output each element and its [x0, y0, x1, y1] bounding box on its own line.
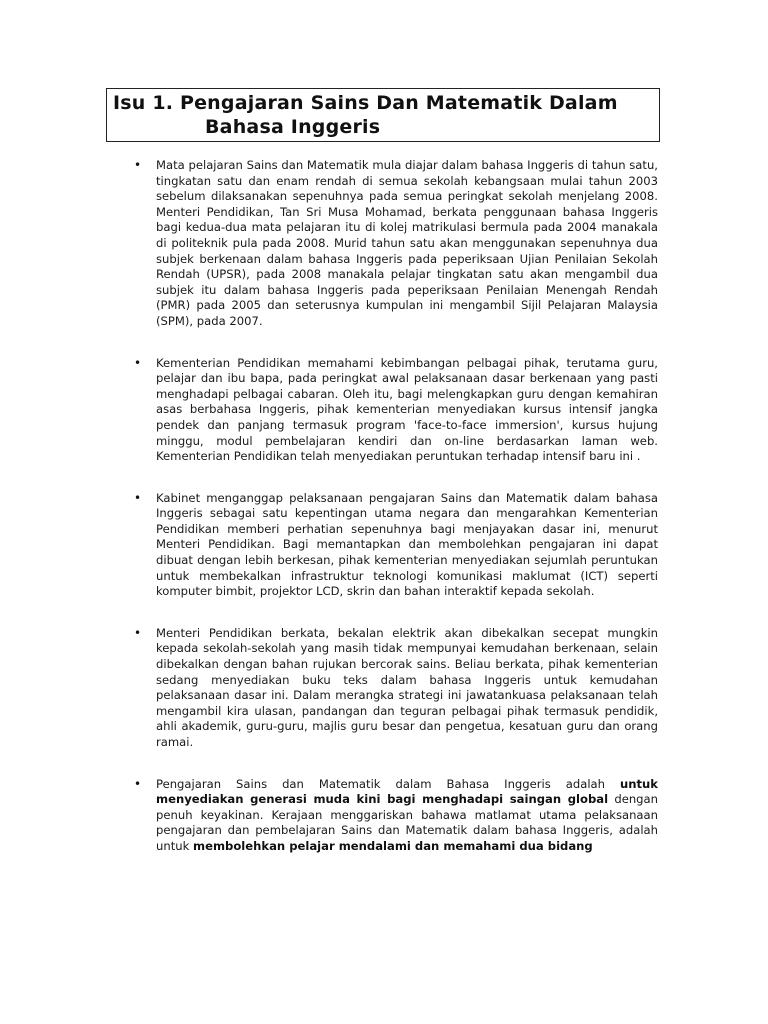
- bullet-item: [130, 158, 658, 330]
- bullet-item: [130, 626, 658, 751]
- bullet-text-bold: membolehkan pelajar mendalami dan memahami dua bidang: [193, 838, 593, 853]
- bullet-text-bold: untuk menyediakan generasi muda kini bagi menghadapi saingan global: [156, 776, 658, 807]
- bullet-item: [130, 777, 658, 855]
- bullet-text: Mata pelajaran Sains dan Matematik mula diajar dalam bahasa Inggeris di tahun satu, tingkatan satu dan enam rendah di semua sekolah kebangsaan mulai tahun 2003 sebelum dilaksanakan sepenuhnya pada semua peringkat sekolah menjelang 2008. Menteri Pendidikan, Tan Sri Musa Mohamad, berkata penggunaan bahasa Inggeris bagi kedua-dua mata pelajaran itu di kolej matrikulasi bermula pada 2004 manakala di politeknik pula pada 2008. Murid tahun satu akan menggunakan sepenuhnya dua subjek berkenaan dalam bahasa Inggeris pada peperiksaan Ujian Penilaian Sekolah Rendah (UPSR), pada 2008 manakala pelajar tingkatan satu akan mengambil dua subjek itu dalam bahasa Inggeris pada peperiksaan Penilaian Menengah Rendah (PMR) pada 2005 dan seterusnya kumpulan ini mengambil Sijil Pelajaran Malaysia (SPM), pada 2007.: [156, 158, 658, 328]
- bullet-icon: •: [134, 776, 142, 791]
- bullet-icon: •: [134, 158, 142, 172]
- bullet-text: Kementerian Pendidikan memahami kebimbangan pelbagai pihak, terutama guru, pelajar dan ibu bapa, pada peringkat awal pelaksanaan dasar berkenaan yang pasti menghadapi pelbagai cabaran. Oleh itu, bagi melengkapkan guru dengan kemahiran asas berbahasa Inggeris, pihak kementerian menyediakan kursus intensif jangka pendek dan panjang termasuk program 'face-to-face immersion', kursus hujung minggu, modul pembelajaran kendiri dan on-line berdasarkan laman web. Kementerian Pendidikan telah menyediakan peruntukan terhadap intensif baru ini .: [156, 355, 658, 464]
- bullet-item: [130, 491, 658, 600]
- bullet-list: [130, 158, 658, 855]
- bullet-icon: •: [134, 355, 142, 370]
- bullet-icon: •: [134, 625, 142, 640]
- bullet-item: [130, 356, 658, 465]
- bullet-text: Menteri Pendidikan berkata, bekalan elektrik akan dibekalkan secepat mungkin kepada sekolah-sekolah yang masih tidak mempunyai kemudahan berkenaan, selain dibekalkan dengan bahan rujukan bercorak sains. Beliau berkata, pihak kementerian sedang menyediakan buku teks dalam bahasa Inggeris untuk kemudahan pelaksanaan dasar ini. Dalam merangka strategi ini jawatankuasa pelaksanaan telah mengambil kira ulasan, pandangan dan teguran pelbagai pihak termasuk pendidik, ahli akademik, guru-guru, majlis guru besar dan pengetua, kesatuan guru dan orang ramai.: [156, 625, 658, 749]
- title-box: [106, 88, 660, 142]
- bullet-text: Kabinet menganggap pelaksanaan pengajaran Sains dan Matematik dalam bahasa Inggeris sebagai satu kepentingan utama negara dan mengarahkan Kementerian Pendidikan memberi perhatian sepenuhnya bagi menjayakan dasar ini, menurut Menteri Pendidikan. Bagi memantapkan dan membolehkan pengajaran ini dapat dibuat dengan lebih berkesan, pihak kementerian menyediakan sejumlah peruntukan untuk membekalkan infrastruktur teknologi komunikasi maklumat (ICT) seperti komputer bimbit, projektor LCD, skrin dan bahan interaktif kepada sekolah.: [156, 490, 658, 599]
- bullet-icon: •: [134, 490, 142, 505]
- page-title-line-2: Bahasa Inggeris: [205, 116, 381, 138]
- page-title-line-1: Isu 1. Pengajaran Sains Dan Matematik Dalam: [113, 92, 618, 114]
- bullet-text-part: Pengajaran Sains dan Matematik dalam Bahasa Inggeris adalah: [156, 776, 620, 791]
- bullet-text-part: dengan penuh keyakinan. Kerajaan menggariskan bahawa matlamat utama pelaksanaan pengajaran dan pembelajaran Sains dan Matematik dalam bahasa Inggeris, adalah untuk: [156, 792, 658, 853]
